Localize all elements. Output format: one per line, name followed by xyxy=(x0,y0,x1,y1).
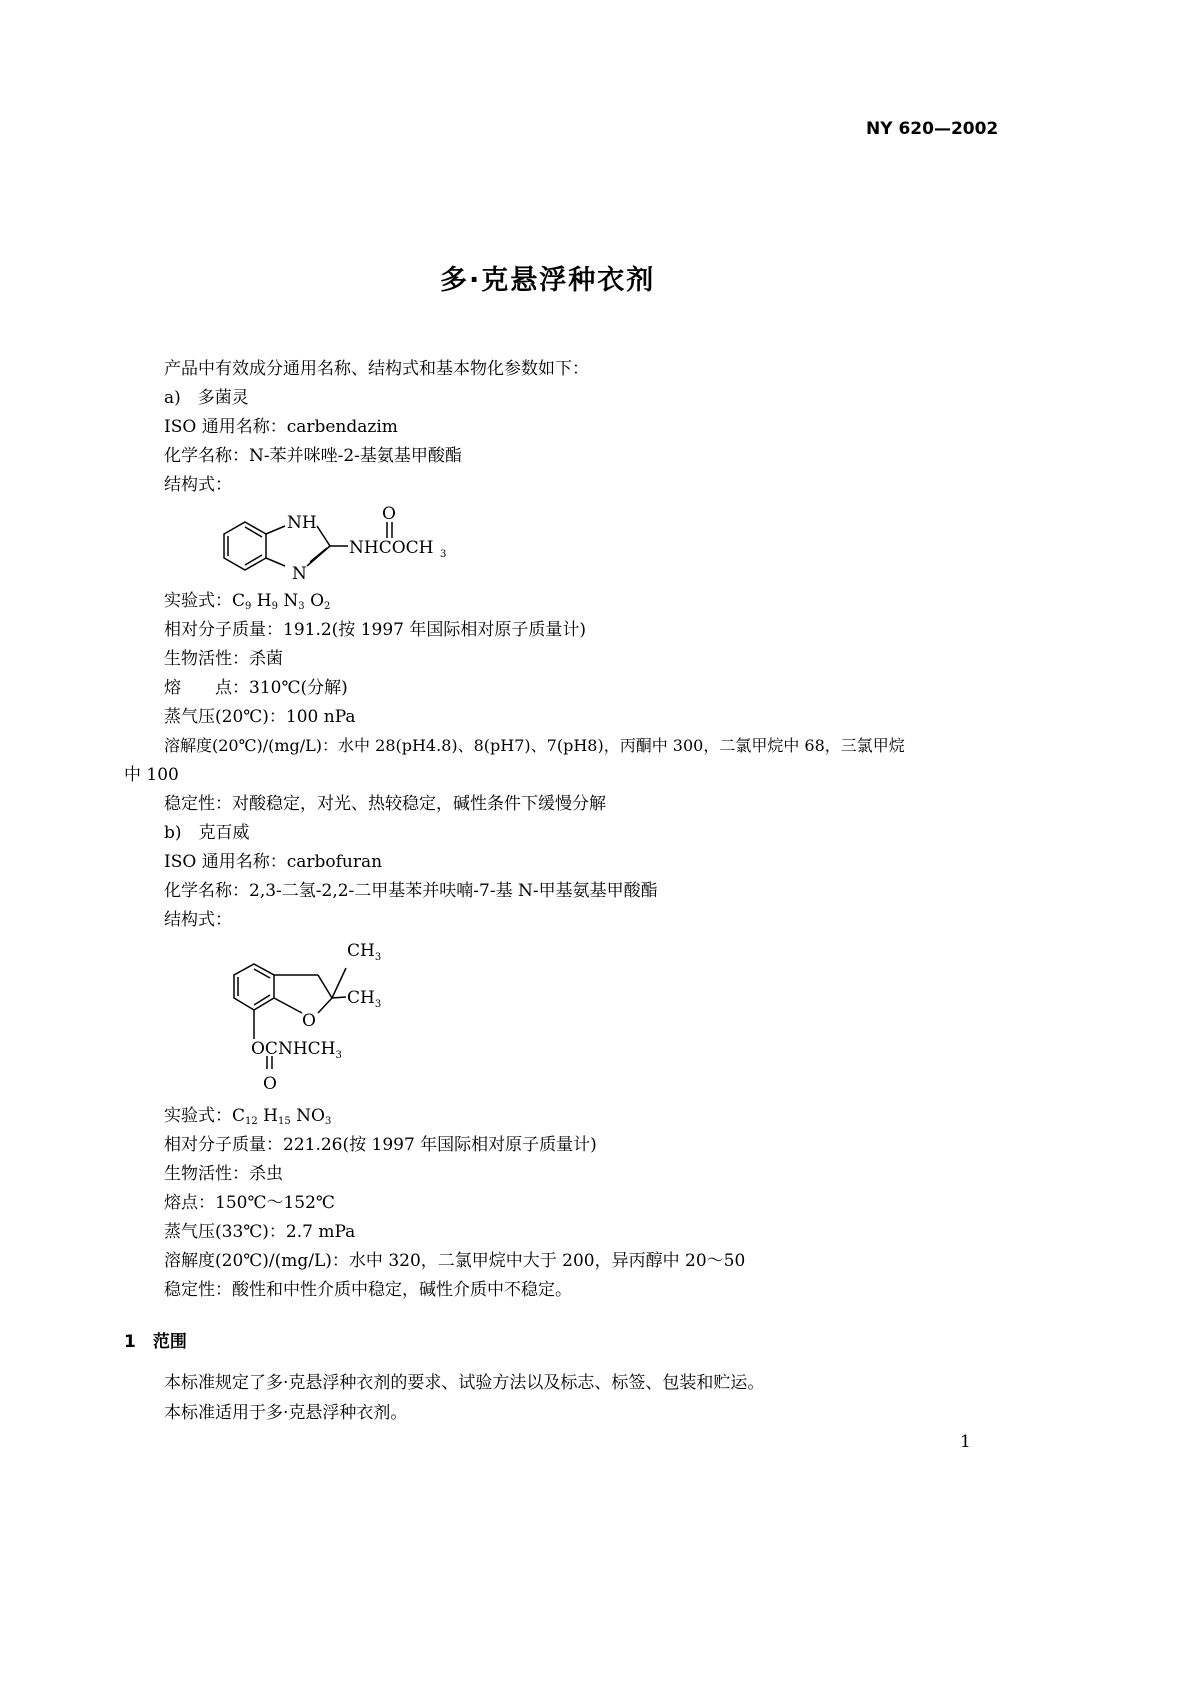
section-1-para-1: 本标准规定了多·克悬浮种衣剂的要求、试验方法以及标志、标签、包装和贮运。 xyxy=(164,1373,765,1393)
carbendazim-molar-mass: 相对分子质量：191.2(按 1997 年国际相对原子质量计) xyxy=(164,620,587,640)
carbofuran-stability: 稳定性：酸性和中性介质中稳定，碱性介质中不稳定。 xyxy=(164,1280,572,1300)
carbendazim-vapor-pressure: 蒸气压(20℃)：100 nPa xyxy=(164,707,356,727)
carbofuran-structure-diagram xyxy=(220,935,390,1100)
carbendazim-stability: 稳定性：对酸稳定，对光、热较稳定，碱性条件下缓慢分解 xyxy=(164,794,606,814)
section-1-heading: 1 范围 xyxy=(124,1332,187,1352)
carbofuran-melting-point: 熔点：150℃～152℃ xyxy=(164,1193,335,1213)
ring-oxygen-label: O xyxy=(302,1011,316,1031)
carbendazim-bio-activity: 生物活性：杀菌 xyxy=(164,649,283,669)
carbendazim-iso-name: ISO 通用名称：carbendazim xyxy=(164,417,398,437)
standard-number: NY 620—2002 xyxy=(866,119,999,139)
carbofuran-solubility: 溶解度(20℃)/(mg/L)：水中 320，二氯甲烷中大于 200，异丙醇中 20～50 xyxy=(164,1251,746,1271)
carbofuran-formula: 实验式：$C_{12}$ $H_{15}$ $NO_3$ xyxy=(164,1106,332,1127)
carbendazim-heading: a) 多菌灵 xyxy=(164,388,249,408)
carbofuran-iso-name: ISO 通用名称：carbofuran xyxy=(164,852,383,872)
carbonyl-o-label: O xyxy=(382,504,396,524)
carbofuran-structure-label: 结构式： xyxy=(164,910,232,930)
carbofuran-vapor-pressure: 蒸气压(33℃)：2.7 mPa xyxy=(164,1222,356,1242)
side-chain-sub-3: 3 xyxy=(440,549,447,560)
carbendazim-melting-point: 熔 点：310℃(分解) xyxy=(164,678,348,698)
methyl-label-bottom: $CH_3$ xyxy=(347,988,382,1010)
carbendazim-formula: 实验式：$C_9$ $H_9$ $N_3$ $O_2$ xyxy=(164,591,331,612)
nh-label: NH xyxy=(287,513,317,533)
carbonyl-o-label: O xyxy=(263,1074,277,1094)
page-number: 1 xyxy=(960,1432,971,1452)
n-label: N xyxy=(292,564,307,584)
carbofuran-bio-activity: 生物活性：杀虫 xyxy=(164,1164,283,1184)
page-title: 多·克悬浮种衣剂 xyxy=(440,265,656,296)
formula-prefix: 实验式： xyxy=(164,1106,232,1126)
section-1-para-2: 本标准适用于多·克悬浮种衣剂。 xyxy=(164,1403,408,1423)
intro-text: 产品中有效成分通用名称、结构式和基本物化参数如下： xyxy=(164,359,589,379)
carbendazim-structure-label: 结构式： xyxy=(164,475,232,495)
carbendazim-solubility-line1: 溶解度(20℃)/(mg/L)：水中 28(pH4.8)、8(pH7)、7(pH8)，丙酮中 300，二氯甲烷中 68，三氯甲烷 xyxy=(164,736,905,755)
side-chain-label: NHCOCH xyxy=(349,538,434,558)
carbendazim-chem-name: 化学名称：N-苯并咪唑-2-基氨基甲酸酯 xyxy=(164,446,462,466)
carbendazim-structure-diagram xyxy=(215,500,455,585)
carbofuran-molar-mass: 相对分子质量：221.26(按 1997 年国际相对原子质量计) xyxy=(164,1135,597,1155)
carbamate-label: $OCNHCH_3$ xyxy=(251,1039,342,1061)
formula-prefix: 实验式： xyxy=(164,591,232,611)
carbofuran-heading: b) 克百威 xyxy=(164,823,250,843)
carbofuran-chem-name: 化学名称：2,3-二氢-2,2-二甲基苯并呋喃-7-基 N-甲基氨基甲酸酯 xyxy=(164,881,658,901)
carbendazim-solubility-line2: 中 100 xyxy=(124,765,179,785)
methyl-label-top: $CH_3$ xyxy=(347,941,382,963)
